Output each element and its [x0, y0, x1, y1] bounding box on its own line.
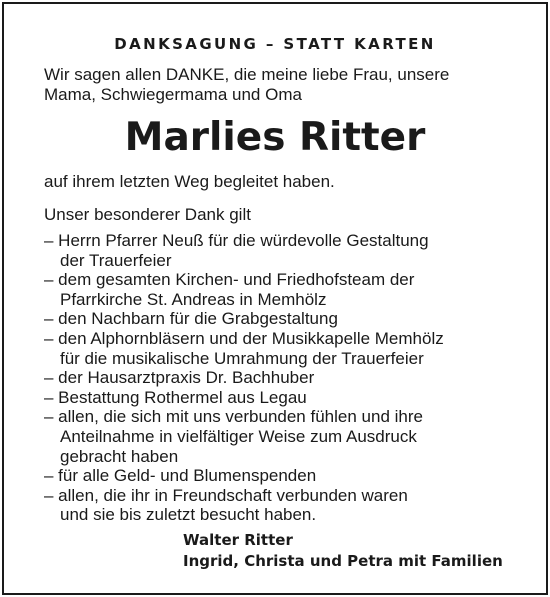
signature-block: [183, 530, 503, 572]
thanks-item-line: – den Nachbarn für die Grabgestaltung: [44, 309, 338, 329]
thanks-item-continuation: und sie bis zuletzt besucht haben.: [60, 505, 317, 525]
thanks-item-line: – Herrn Pfarrer Neuß für die würdevolle Gestaltung: [44, 231, 429, 250]
thanks-item-line: – Bestattung Rothermel aus Legau: [44, 387, 307, 407]
thanks-item-line: – der Hausarztpraxis Dr. Bachhuber: [44, 368, 315, 388]
thanks-item-continuation: der Trauerfeier: [60, 250, 172, 270]
thanks-item-continuation: gebracht haben: [60, 446, 179, 466]
thanks-list-item: [44, 388, 444, 408]
intro-text: [44, 65, 449, 105]
obituary-notice: [2, 2, 548, 595]
thanks-list: [44, 231, 444, 525]
thanks-item-continuation: für die musikalische Umrahmung der Trauerfeier: [60, 348, 424, 368]
thanks-list-item: [44, 231, 444, 270]
deceased-name: Marlies Ritter: [124, 115, 426, 160]
thanks-intro: Unser besonderer Dank gilt: [44, 205, 251, 224]
signature-line: Walter Ritter: [183, 531, 293, 549]
thanks-list-item: [44, 329, 444, 368]
thanks-item-line: – den Alphornbläsern und der Musikkapelle Memhölz: [44, 328, 444, 348]
intro-line: Wir sagen allen DANKE, die meine liebe Frau, unsere: [44, 65, 450, 84]
thanks-item-line: – dem gesamten Kirchen- und Friedhofsteam der: [44, 270, 415, 290]
after-name-text: auf ihrem letzten Weg begleitet haben.: [44, 172, 335, 191]
thanks-item-line: – allen, die ihr in Freundschaft verbunden waren: [44, 485, 408, 505]
notice-header: DANKSAGUNG – STATT KARTEN: [114, 35, 436, 53]
thanks-item-line: – für alle Geld- und Blumenspenden: [44, 466, 317, 486]
thanks-list-item: [44, 486, 444, 525]
signature-line: Ingrid, Christa und Petra mit Familien: [183, 552, 503, 570]
thanks-list-item: [44, 407, 444, 466]
thanks-list-item: [44, 270, 444, 309]
thanks-list-item: [44, 466, 444, 486]
thanks-item-continuation: Pfarrkirche St. Andreas in Memhölz: [60, 289, 327, 309]
thanks-item-line: – allen, die sich mit uns verbunden fühlen und ihre: [44, 407, 423, 427]
thanks-list-item: [44, 309, 444, 329]
intro-line: Mama, Schwiegermama und Oma: [44, 85, 302, 104]
thanks-list-item: [44, 368, 444, 388]
thanks-item-continuation: Anteilnahme in vielfältiger Weise zum Ausdruck: [60, 426, 417, 446]
